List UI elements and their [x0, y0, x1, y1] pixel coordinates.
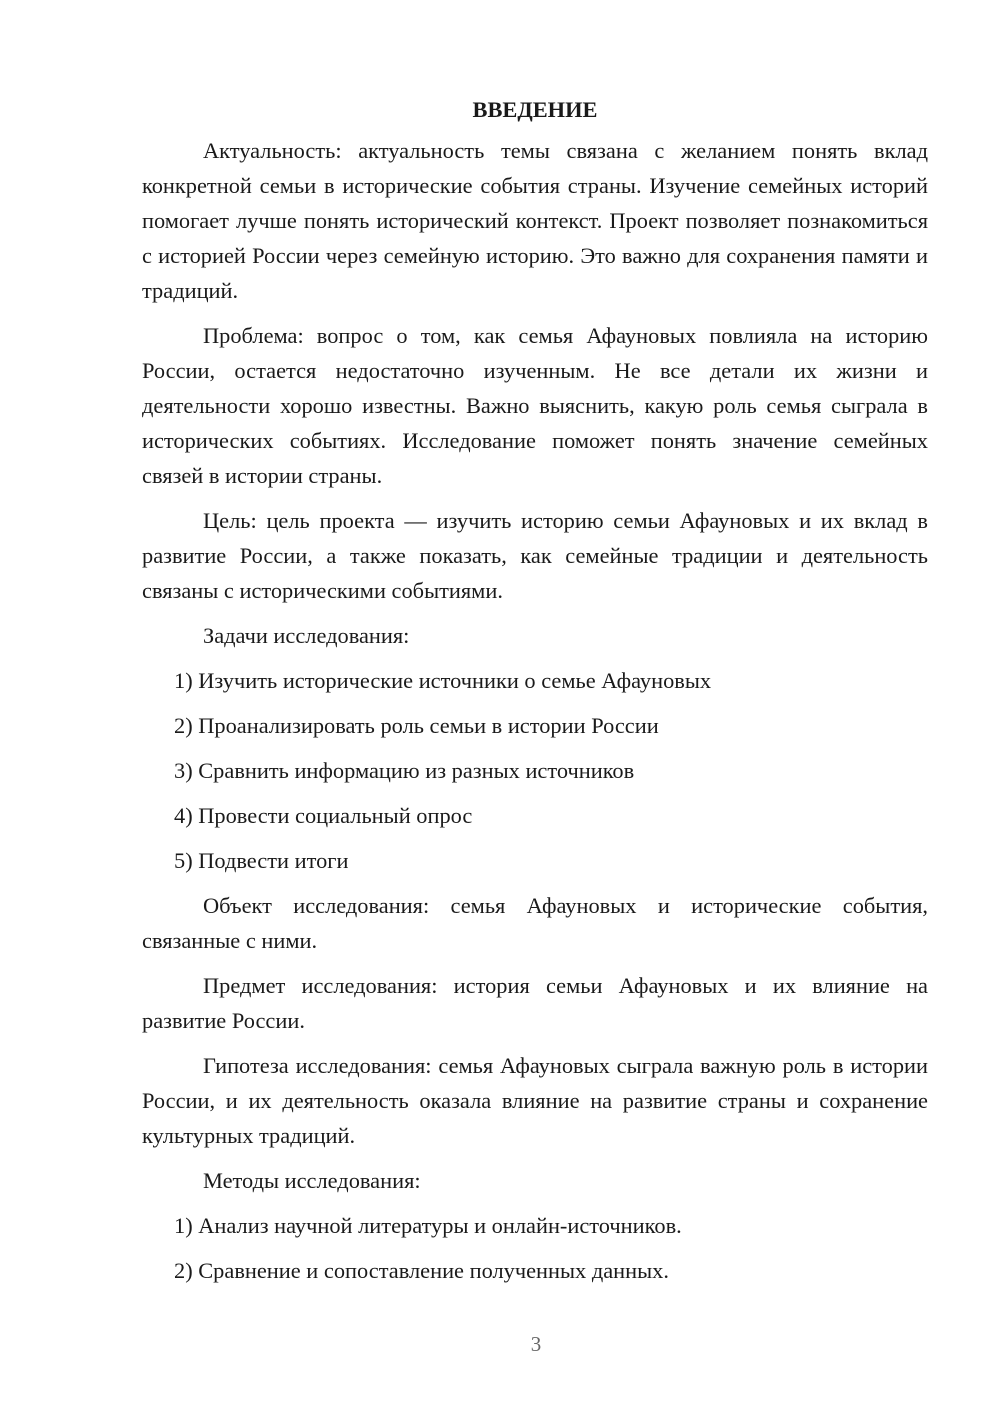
- method-item: 2) Сравнение и сопоставление полученных данных.: [174, 1258, 669, 1283]
- relevance-paragraph: Актуальность: актуальность темы связана с желанием понять вклад конкретной семьи в исторические события страны. Изучение семейных историй помогает лучше понять исторический контекст. Проект позволяет познакомиться с историей России через семейную историю. Это важно для сохранения памяти и традиций.: [142, 138, 928, 303]
- methods-label: Методы исследования:: [203, 1168, 421, 1193]
- task-item: 5) Подвести итоги: [174, 848, 349, 873]
- task-item: 4) Провести социальный опрос: [174, 803, 473, 828]
- goal-paragraph: Цель: цель проекта — изучить историю семьи Афауновых и их вклад в развитие России, а также показать, как семейные традиции и деятельность связаны с историческими событиями.: [142, 508, 928, 603]
- method-item: 1) Анализ научной литературы и онлайн-источников.: [174, 1213, 682, 1238]
- hypothesis-paragraph: Гипотеза исследования: семья Афауновых сыграла важную роль в истории России, и их деятельность оказала влияние на развитие страны и сохранение культурных традиций.: [142, 1053, 928, 1148]
- page-number: 3: [530, 1332, 542, 1356]
- subject-paragraph: Предмет исследования: история семьи Афауновых и их влияние на развитие России.: [142, 973, 928, 1033]
- object-paragraph: Объект исследования: семья Афауновых и исторические события, связанные с ними.: [142, 893, 928, 953]
- document-body: [142, 92, 928, 1298]
- task-item: 1) Изучить исторические источники о семье Афауновых: [174, 668, 712, 693]
- task-item: 2) Проанализировать роль семьи в истории России: [174, 713, 659, 738]
- problem-paragraph: Проблема: вопрос о том, как семья Афауновых повлияла на историю России, остается недостаточно изученным. Не все детали их жизни и деятельности хорошо известны. Важно выяснить, какую роль семья сыграла в исторических событиях. Исследование поможет понять значение семейных связей в истории страны.: [142, 323, 928, 488]
- tasks-label: Задачи исследования:: [203, 623, 410, 648]
- section-heading: ВВЕДЕНИЕ: [472, 97, 598, 122]
- task-item: 3) Сравнить информацию из разных источников: [174, 758, 635, 783]
